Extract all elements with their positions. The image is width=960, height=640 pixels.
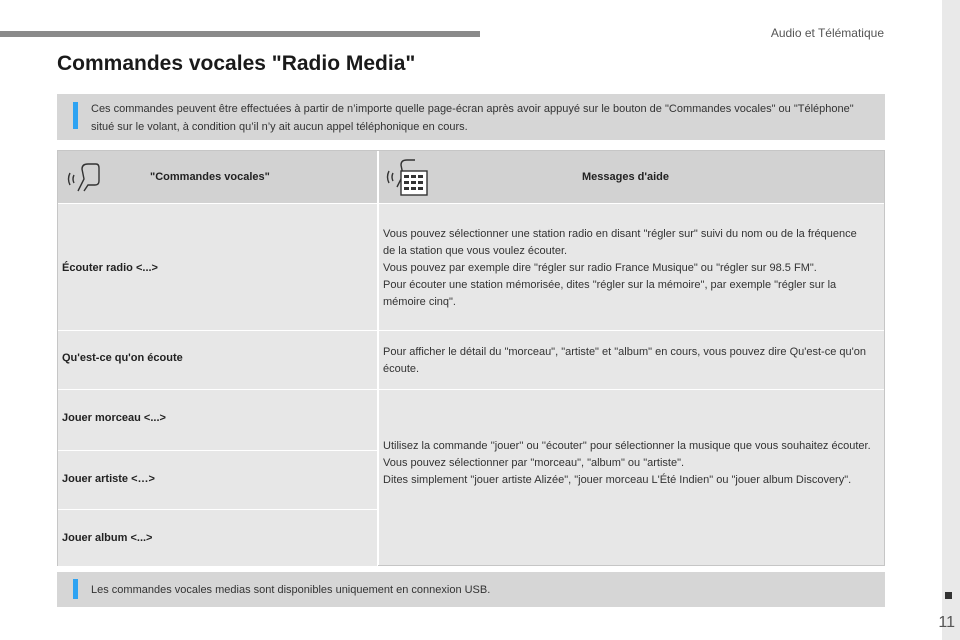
command-label: Qu'est-ce qu'on écoute (62, 352, 183, 364)
header-cell-help (379, 151, 884, 203)
page-number: 11 (938, 614, 955, 631)
info-note-text: Les commandes vocales medias sont disponibles uniquement en connexion USB. (91, 584, 491, 596)
help-text: Vous pouvez sélectionner une station radio en disant "régler sur" suivi du nom ou de la fréquence de la station que vous voulez écouter. Vous pouvez par exemple dire "régler sur radio France Musique" ou "régler sur 98.5 FM". Pour écouter une station mémorisée, dites "régler sur la mémoire", par exemple "régler sur la mémoire cinq". (383, 228, 857, 308)
command-label: Jouer morceau <...> (62, 412, 166, 424)
col-header-commands: "Commandes vocales" (150, 171, 270, 183)
voice-command-icon (64, 159, 102, 195)
command-label: Jouer artiste <…> (62, 473, 155, 485)
page-marker (945, 592, 952, 599)
col-header-help: Messages d'aide (582, 171, 669, 183)
header-cell-commands (58, 151, 378, 203)
info-note-text: Ces commandes peuvent être effectuées à partir de n’importe quelle page-écran après avoir appuyé sur le bouton de "Commandes vocales" ou "Téléphone" situé sur le volant, à condition qu’il n’y ait aucun appel téléphonique en cours. (91, 103, 854, 133)
voice-commands-table (57, 150, 885, 566)
info-note-top (57, 94, 885, 140)
command-label: Jouer album <...> (62, 532, 153, 544)
command-label: Écouter radio <...> (62, 262, 158, 274)
table-row-group (58, 389, 884, 565)
table-row (58, 203, 884, 330)
section-title: Audio et Télématique (770, 26, 884, 40)
help-text: Utilisez la commande ''jouer'' ou ''écouter'' pour sélectionner la musique que vous souhaitez écouter. Vous pouvez sélectionner par "morceau", "album" ou "artiste". Dites simplement "jouer artiste Alizée", "jouer morceau L'Été Indien" ou "jouer album Discovery". (383, 440, 871, 486)
info-icon (73, 102, 78, 129)
info-note-bottom (57, 572, 885, 607)
info-icon (73, 579, 78, 599)
help-messages-icon (385, 157, 431, 199)
page-title: Commandes vocales "Radio Media" (57, 52, 416, 75)
help-text: Pour afficher le détail du "morceau", "artiste" et "album" en cours, vous pouvez dire Qu'est-ce qu'on écoute. (383, 346, 866, 375)
page-edge-strip (942, 0, 960, 640)
table-row (58, 330, 884, 389)
table-header (58, 151, 884, 203)
header-rule (0, 31, 480, 37)
